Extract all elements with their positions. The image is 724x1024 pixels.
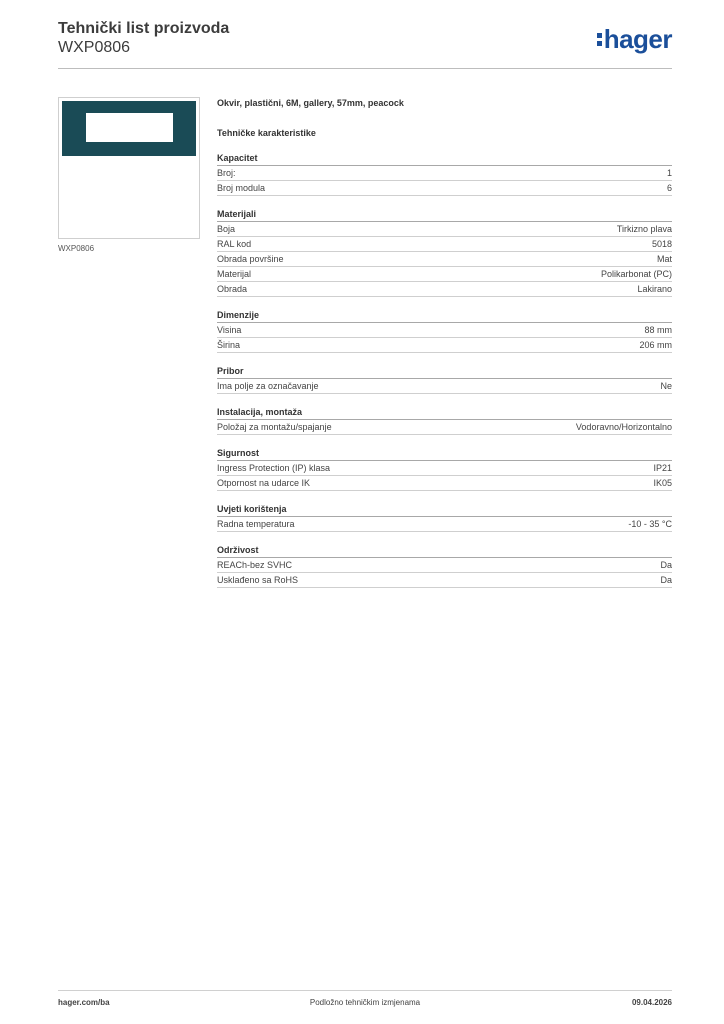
product-description: Okvir, plastični, 6M, gallery, 57mm, peacock (217, 98, 404, 108)
spec-label: Položaj za montažu/spajanje (217, 422, 332, 432)
spec-row (217, 222, 672, 237)
spec-label: Obrada (217, 284, 248, 294)
logo-text: hager (603, 24, 672, 54)
spec-group (217, 309, 672, 353)
spec-value: Lakirano (637, 284, 672, 294)
spec-group (217, 208, 672, 297)
spec-group-title: Održivost (217, 544, 672, 558)
spec-group-title: Uvjeti korištenja (217, 503, 672, 517)
spec-row (217, 476, 672, 491)
spec-label: Ingress Protection (IP) klasa (217, 463, 331, 473)
spec-groups (217, 152, 672, 588)
product-image (58, 97, 200, 239)
spec-group (217, 503, 672, 532)
spec-row (217, 282, 672, 297)
spec-value: 1 (666, 168, 672, 178)
frame-illustration (62, 101, 196, 156)
page-header (58, 20, 672, 68)
spec-value: Da (660, 575, 672, 585)
page-footer (58, 998, 672, 1012)
image-caption: WXP0806 (58, 244, 95, 253)
spec-row (217, 573, 672, 588)
spec-group (217, 152, 672, 196)
spec-group-title: Dimenzije (217, 309, 672, 323)
spec-label: Ima polje za označavanje (217, 381, 319, 391)
spec-label: Broj: (217, 168, 236, 178)
spec-label: Radna temperatura (217, 519, 295, 529)
spec-row (217, 181, 672, 196)
spec-value: -10 - 35 °C (628, 519, 672, 529)
spec-value: Ne (660, 381, 672, 391)
spec-label: Visina (217, 325, 242, 335)
spec-label: Materijal (217, 269, 252, 279)
spec-value: Polikarbonat (PC) (600, 269, 672, 279)
spec-label: Broj modula (217, 183, 266, 193)
spec-label: Otpornost na udarce IK (217, 478, 311, 488)
spec-value: IP21 (653, 463, 672, 473)
frame-opening (86, 113, 173, 142)
spec-row (217, 379, 672, 394)
spec-group-title: Instalacija, montaža (217, 406, 672, 420)
header-divider (58, 68, 672, 69)
spec-value: 5018 (651, 239, 672, 249)
spec-label: Širina (217, 340, 241, 350)
spec-value: 6 (666, 183, 672, 193)
spec-row (217, 166, 672, 181)
spec-label: Usklađeno sa RoHS (217, 575, 299, 585)
footer-note: Podložno tehničkim izmjenama (309, 998, 421, 1007)
spec-group-title: Sigurnost (217, 447, 672, 461)
spec-row (217, 323, 672, 338)
section-heading: Tehničke karakteristike (217, 128, 316, 138)
spec-group-title: Pribor (217, 365, 672, 379)
footer-website[interactable]: hager.com/ba (58, 998, 110, 1007)
product-code: WXP0806 (58, 39, 131, 56)
footer-date: 09.04.2026 (631, 998, 672, 1007)
spec-group (217, 406, 672, 435)
spec-value: IK05 (653, 478, 672, 488)
spec-value: 206 mm (639, 340, 672, 350)
spec-content (217, 96, 672, 588)
spec-row (217, 461, 672, 476)
spec-value: Tirkizno plava (616, 224, 672, 234)
spec-label: RAL kod (217, 239, 252, 249)
spec-row (217, 252, 672, 267)
document-title: Tehnički list proizvoda (58, 20, 230, 37)
logo-dots-icon (597, 33, 602, 47)
spec-value: Vodoravno/Horizontalno (575, 422, 672, 432)
spec-row (217, 237, 672, 252)
spec-group (217, 544, 672, 588)
spec-value: Mat (656, 254, 672, 264)
spec-row (217, 420, 672, 435)
spec-row (217, 558, 672, 573)
spec-group (217, 447, 672, 491)
spec-label: Boja (217, 224, 236, 234)
spec-group-title: Kapacitet (217, 152, 672, 166)
spec-value: 88 mm (644, 325, 672, 335)
spec-value: Da (660, 560, 672, 570)
spec-group-title: Materijali (217, 208, 672, 222)
spec-row (217, 338, 672, 353)
footer-divider (58, 990, 672, 991)
spec-label: Obrada površine (217, 254, 284, 264)
spec-row (217, 267, 672, 282)
spec-row (217, 517, 672, 532)
spec-group (217, 365, 672, 394)
hager-logo (597, 26, 672, 52)
spec-label: REACh-bez SVHC (217, 560, 293, 570)
